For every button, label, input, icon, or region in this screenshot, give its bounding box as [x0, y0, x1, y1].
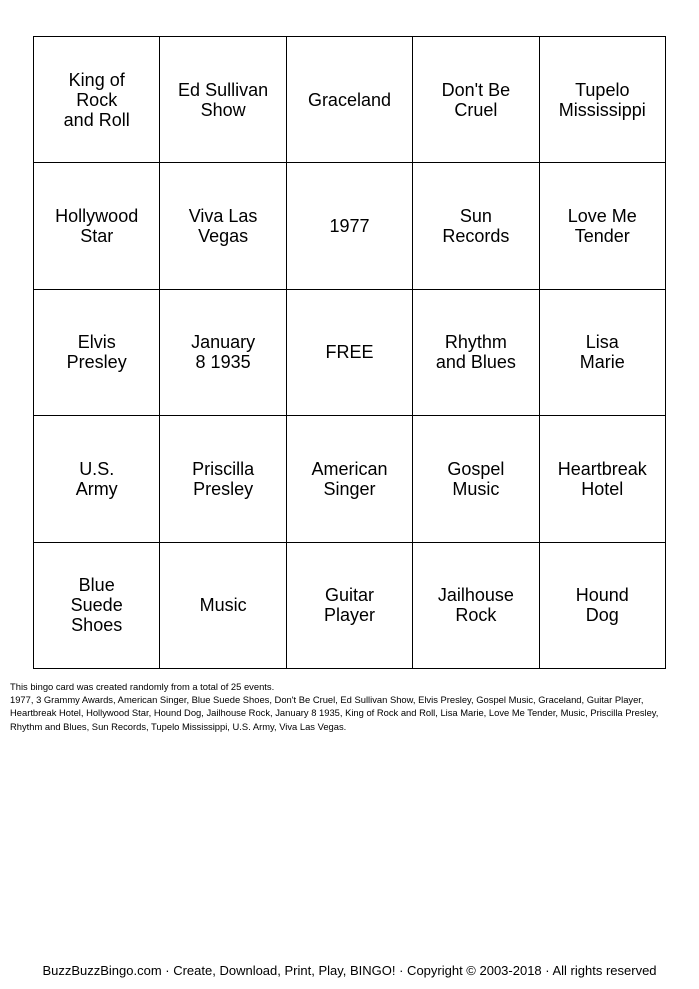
bingo-row: [34, 542, 666, 668]
bingo-card: [33, 36, 666, 669]
bingo-cell: U.S. Army: [34, 416, 160, 542]
bingo-cell: Lisa Marie: [539, 289, 665, 415]
bingo-cell: Hollywood Star: [34, 163, 160, 289]
bingo-row: [34, 289, 666, 415]
bingo-cell: Love Me Tender: [539, 163, 665, 289]
bingo-cell: Sun Records: [413, 163, 539, 289]
bingo-cell: Blue Suede Shoes: [34, 542, 160, 668]
bingo-cell: Tupelo Mississippi: [539, 37, 665, 163]
bingo-cell: January 8 1935: [160, 289, 286, 415]
bingo-cell: Elvis Presley: [34, 289, 160, 415]
bingo-cell: Ed Sullivan Show: [160, 37, 286, 163]
bingo-cell: Music: [160, 542, 286, 668]
bingo-cell: Viva Las Vegas: [160, 163, 286, 289]
bingo-cell: Heartbreak Hotel: [539, 416, 665, 542]
card-note: [10, 680, 690, 733]
bingo-row: [34, 163, 666, 289]
bingo-cell: Priscilla Presley: [160, 416, 286, 542]
bingo-cell: Rhythm and Blues: [413, 289, 539, 415]
bingo-cell: Gospel Music: [413, 416, 539, 542]
bingo-row: [34, 416, 666, 542]
free-cell: FREE: [286, 289, 412, 415]
bingo-cell: King of Rock and Roll: [34, 37, 160, 163]
bingo-cell: American Singer: [286, 416, 412, 542]
bingo-cell: Guitar Player: [286, 542, 412, 668]
bingo-cell: 1977: [286, 163, 412, 289]
note-event-list: 1977, 3 Grammy Awards, American Singer, Blue Suede Shoes, Don't Be Cruel, Ed Sullivan Show, Elvis Presley, Gospel Music, Graceland, Guitar Player, Heartbreak Hotel, Hollywood Star, Hound Dog, Jailhouse Rock, January 8 1935, King of Rock and Roll, Lisa Marie, Love Me Tender, Music, Priscilla Presley, Rhythm and Blues, Sun Records, Tupelo Mississippi, U.S. Army, Viva Las Vegas.: [10, 694, 659, 732]
bingo-row: [34, 37, 666, 163]
note-intro: This bingo card was created randomly from a total of 25 events.: [10, 681, 275, 692]
bingo-cell: Hound Dog: [539, 542, 665, 668]
bingo-cell: Jailhouse Rock: [413, 542, 539, 668]
bingo-cell: Graceland: [286, 37, 412, 163]
bingo-cell: Don't Be Cruel: [413, 37, 539, 163]
footer-copyright: BuzzBuzzBingo.com · Create, Download, Print, Play, BINGO! · Copyright © 2003-2018 · All rights reserved: [42, 963, 657, 978]
